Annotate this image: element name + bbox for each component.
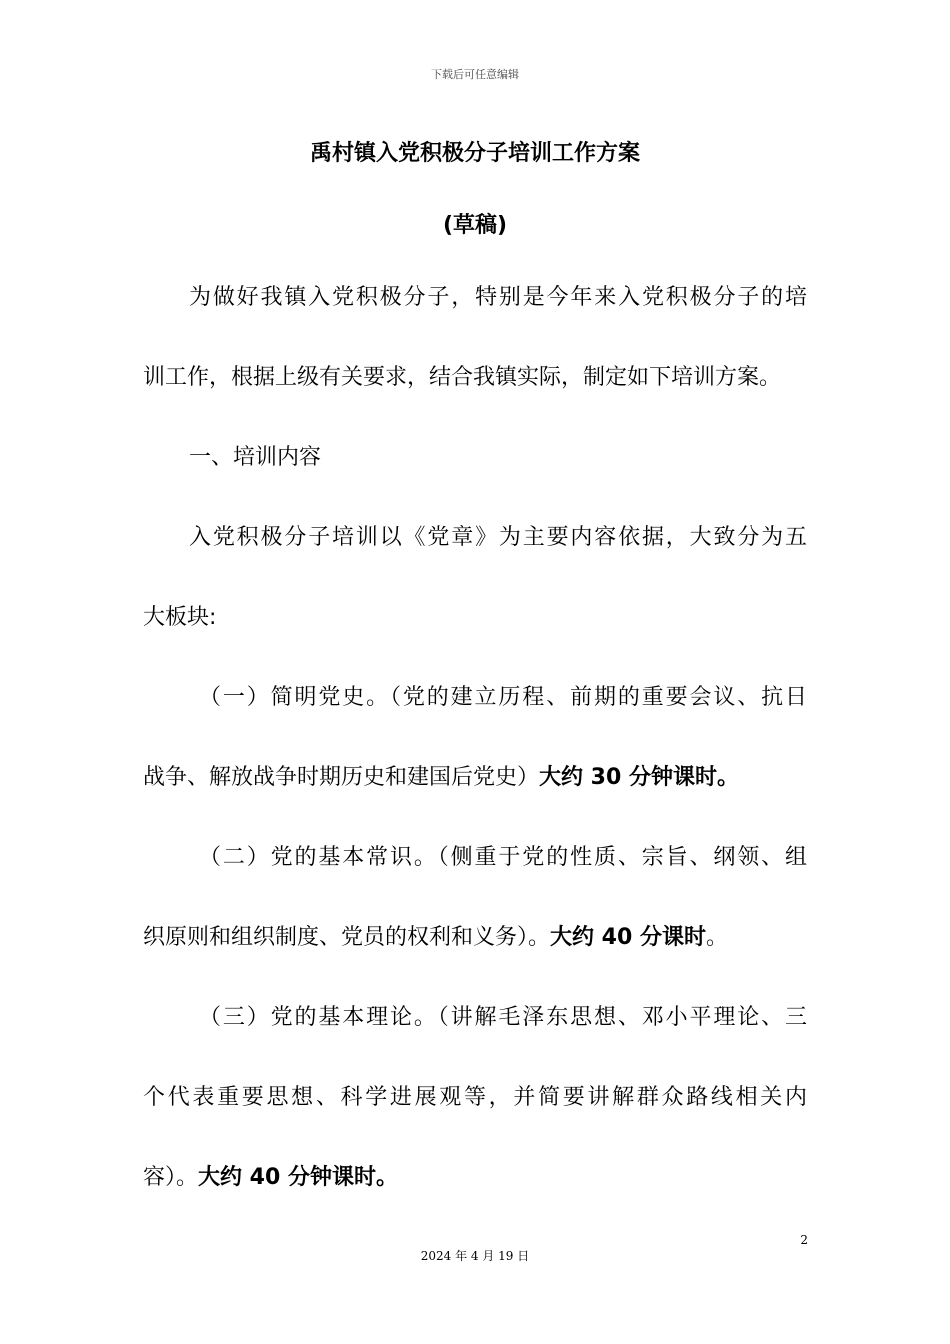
duration-text: 大约 30 分钟课时。	[539, 765, 739, 790]
footer-date: 2024 年 4 月 19 日	[420, 1249, 530, 1263]
page-number: 2	[800, 1233, 808, 1247]
paragraph-line	[143, 748, 807, 828]
paragraph-line	[143, 908, 807, 988]
document-body	[143, 268, 807, 1228]
duration-text: 大约 40 分课时	[550, 925, 706, 950]
paragraph-line: 入党积极分子培训以《党章》为主要内容依据，大致分为五	[189, 525, 807, 550]
paragraph-line: 个代表重要思想、科学进展观等，并简要讲解群众路线相关内	[143, 1085, 807, 1110]
paragraph-line: 为做好我镇入党积极分子，特别是今年来入党积极分子的培	[189, 285, 807, 310]
line-text: 战争、解放战争时期历史和建国后党史）	[143, 765, 540, 790]
line-text: 容）。	[143, 1165, 199, 1190]
paragraph-line: 大板块:	[143, 605, 217, 630]
paragraph-line: （三）党的基本理论。（讲解毛泽东思想、邓小平理论、三	[199, 1005, 807, 1030]
paragraph-line: 训工作，根据上级有关要求，结合我镇实际，制定如下培训方案。	[143, 365, 782, 390]
document-title: 禹村镇入党积极分子培训工作方案	[309, 141, 640, 166]
line-text: 织原则和组织制度、党员的权利和义务）。	[143, 925, 551, 950]
page-header-note: 下载后可任意编辑	[431, 68, 519, 81]
paragraph-line: （二）党的基本常识。（侧重于党的性质、宗旨、纲领、组	[199, 845, 807, 870]
section-heading: 一、培训内容	[189, 445, 322, 470]
paragraph-line	[143, 1148, 807, 1228]
duration-text: 大约 40 分钟课时。	[198, 1165, 398, 1190]
document-subtitle: (草稿)	[442, 213, 508, 238]
line-text: 。	[705, 925, 728, 950]
paragraph-line: （一）简明党史。（党的建立历程、前期的重要会议、抗日	[199, 685, 807, 710]
